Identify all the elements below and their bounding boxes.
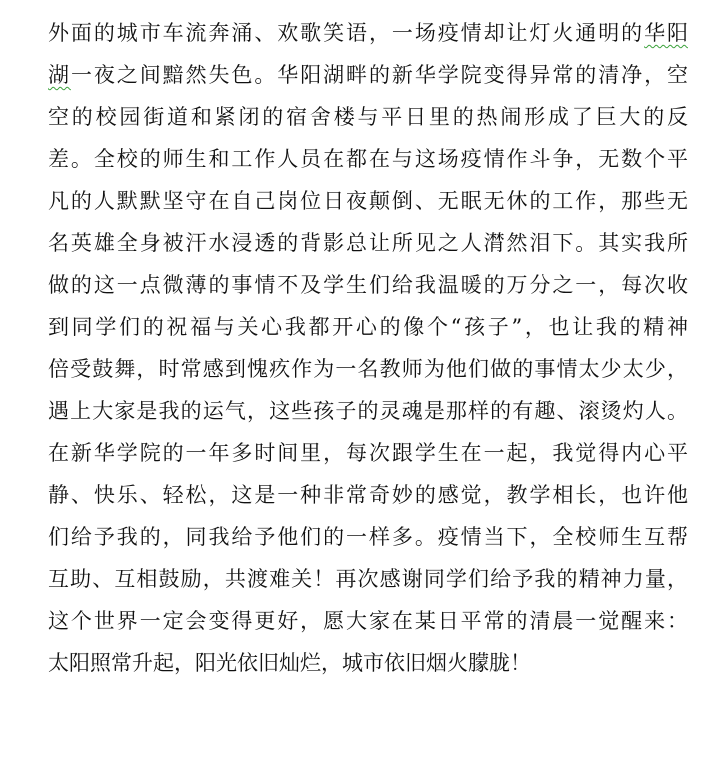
text-line-11: 在新华学院的一年多时间里，每次跟学生在一起，我觉得内心平 [48, 441, 688, 465]
spellcheck-flagged-word: 华阳 [644, 21, 688, 45]
text-line-9: 倍受鼓舞，时常感到愧疚作为一名教师为他们做的事情太少太少， [48, 357, 688, 381]
text-line-13: 们给予我的，同我给予他们的一样多。疫情当下，全校师生互帮 [48, 525, 688, 549]
text-line-4: 差。全校的师生和工作人员在都在与这场疫情作斗争，无数个平 [48, 147, 688, 171]
document-body [48, 12, 688, 684]
text-line-1 [48, 12, 688, 54]
text-line-6: 名英雄全身被汗水浸透的背影总让所见之人潸然泪下。其实我所 [48, 231, 688, 255]
text-line-15: 这个世界一定会变得更好，愿大家在某日平常的清晨一觉醒来： [48, 609, 688, 633]
spellcheck-flagged-word: 湖 [48, 63, 71, 87]
text-line-2-main: 一夜之间黯然失色。华阳湖畔的新华学院变得异常的清净，空 [70, 63, 688, 87]
text-line-16: 太阳照常升起，阳光依旧灿烂，城市依旧烟火朦胧！ [48, 651, 531, 675]
text-line-12: 静、快乐、轻松，这是一种非常奇妙的感觉，教学相长，也许他 [48, 483, 688, 507]
text-line-8: 到同学们的祝福与关心我都开心的像个“孩子”，也让我的精神 [48, 315, 688, 339]
text-line-1-main: 外面的城市车流奔涌、欢歌笑语，一场疫情却让灯火通明的 [48, 21, 645, 45]
text-line-10: 遇上大家是我的运气，这些孩子的灵魂是那样的有趣、滚烫灼人。 [48, 399, 688, 423]
text-line-5: 凡的人默默坚守在自己岗位日夜颠倒、无眠无休的工作，那些无 [48, 189, 688, 213]
text-line-3: 空的校园街道和紧闭的宿舍楼与平日里的热闹形成了巨大的反 [48, 105, 688, 129]
text-line-2 [48, 54, 688, 96]
text-line-14: 互助、互相鼓励，共渡难关！再次感谢同学们给予我的精神力量， [48, 567, 688, 591]
text-line-7: 做的这一点微薄的事情不及学生们给我温暖的万分之一，每次收 [48, 273, 688, 297]
